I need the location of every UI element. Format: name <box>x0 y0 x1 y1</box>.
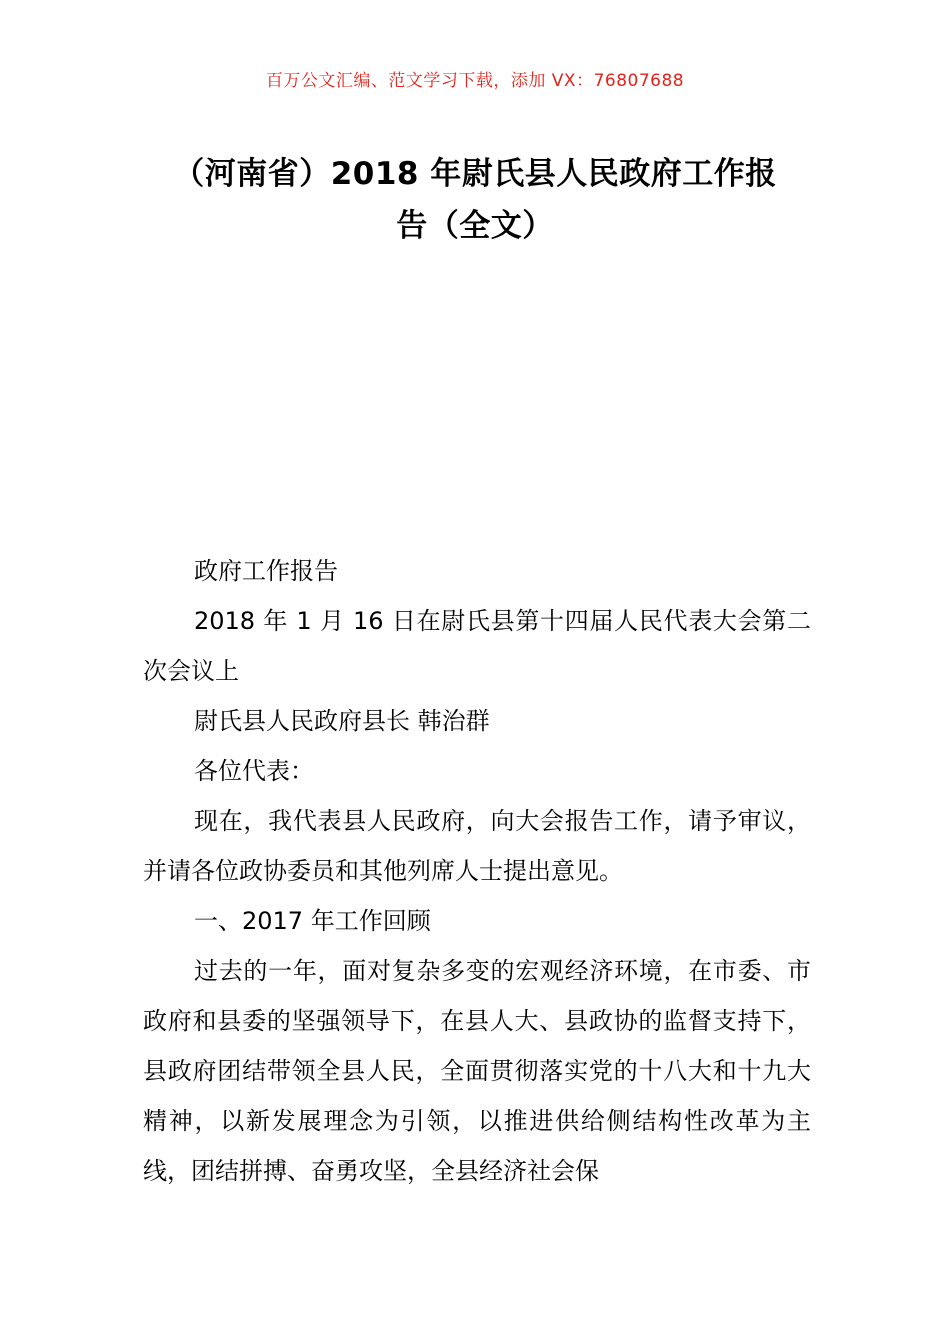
document-title-line-2: 告（全文） <box>396 208 554 244</box>
document-body <box>143 546 811 1196</box>
report-heading: 政府工作报告 <box>194 557 338 585</box>
document-title-line-1: （河南省）2018 年尉氏县人民政府工作报 <box>173 156 777 192</box>
meeting-date-line: 2018 年 1 月 16 日在尉氏县第十四届人民代表大会第二次会议上 <box>143 607 811 685</box>
salutation: 各位代表： <box>194 757 314 785</box>
body-paragraph: 过去的一年，面对复杂多变的宏观经济环境，在市委、市政府和县委的坚强领导下，在县人大、县政协的监督支持下，县政府团结带领全县人民，全面贯彻落实党的十八大和十九大精神，以新发展理念为引领，以推进供给侧结构性改革为主线，团结拼搏、奋勇攻坚，全县经济社会保 <box>143 957 811 1185</box>
section-heading: 一、2017 年工作回顾 <box>194 907 431 935</box>
body-paragraph: 现在，我代表县人民政府，向大会报告工作，请予审议，并请各位政协委员和其他列席人士提出意见。 <box>143 807 811 885</box>
document-title <box>120 148 830 252</box>
author-line: 尉氏县人民政府县长 韩治群 <box>194 707 490 735</box>
header-watermark-note: 百万公文汇编、范文学习下载，添加 VX：76807688 <box>265 71 685 91</box>
